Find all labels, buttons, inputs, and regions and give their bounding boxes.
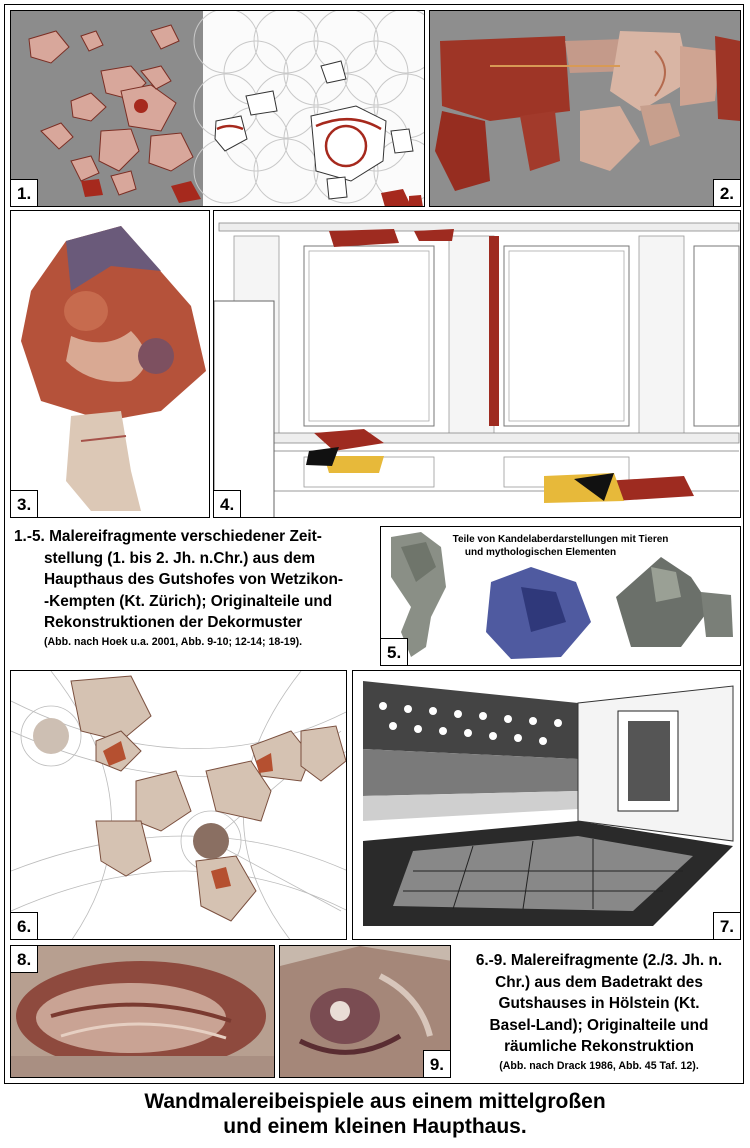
caption-line: Basel-Land); Originalteile und bbox=[489, 1016, 709, 1034]
panel-number: 3. bbox=[10, 490, 38, 518]
panel-number: 7. bbox=[713, 912, 741, 940]
panel-number: 9. bbox=[423, 1050, 451, 1078]
caption-source: (Abb. nach Hoek u.a. 2001, Abb. 9-10; 12-14; 18-19). bbox=[44, 635, 303, 648]
fragment-photos bbox=[381, 527, 741, 666]
page-title bbox=[0, 1089, 750, 1139]
panel-number: 6. bbox=[10, 912, 38, 940]
panel-5-title-line: Teile von Kandelaberdarstellungen mit Tieren bbox=[452, 534, 669, 545]
caption-line: räumliche Rekonstruktion bbox=[504, 1038, 694, 1055]
panel-5 bbox=[380, 526, 741, 666]
ceiling-pattern-reconstruction bbox=[11, 671, 347, 940]
panel-2 bbox=[429, 10, 741, 207]
panel-1 bbox=[10, 10, 425, 207]
caption-line: Chr.) aus dem Badetrakt des bbox=[495, 973, 703, 991]
panel-4 bbox=[213, 210, 741, 518]
panel-number: 8. bbox=[10, 945, 38, 973]
panel-5-title-line: und mythologischen Elementen bbox=[464, 547, 617, 558]
caption-line: stellung (1. bis 2. Jh. n.Chr.) aus dem bbox=[44, 549, 316, 567]
room-reconstruction-drawing bbox=[353, 671, 741, 940]
fragment-photo bbox=[430, 11, 741, 207]
panel-number: 5. bbox=[380, 638, 408, 666]
panel-7 bbox=[352, 670, 741, 940]
caption-source: (Abb. nach Drack 1986, Abb. 45 Taf. 12). bbox=[499, 1059, 699, 1072]
title-line: Wandmalereibeispiele aus einem mittelgroßen bbox=[144, 1090, 606, 1113]
wall-decoration-reconstruction-drawing bbox=[214, 211, 741, 518]
panel-number: 1. bbox=[10, 179, 38, 207]
caption-line: Gutshauses in Hölstein (Kt. bbox=[498, 995, 700, 1012]
caption-line: Haupthaus des Gutshofes von Wetzikon- bbox=[44, 571, 344, 588]
fragment-photo-and-pattern-drawing bbox=[11, 11, 425, 207]
caption-hoelstein bbox=[454, 950, 744, 1074]
fragment-photo bbox=[11, 946, 275, 1078]
caption-line: 1.-5. Malereifragmente verschiedener Zeit- bbox=[14, 528, 322, 545]
panel-number: 4. bbox=[213, 490, 241, 518]
panel-3 bbox=[10, 210, 210, 518]
caption-line: Rekonstruktionen der Dekormuster bbox=[44, 614, 303, 631]
panel-number: 2. bbox=[713, 179, 741, 207]
panel-6 bbox=[10, 670, 347, 940]
fragment-photo bbox=[11, 211, 210, 518]
caption-line: -Kempten (Kt. Zürich); Originalteile und bbox=[44, 592, 333, 610]
panel-9 bbox=[279, 945, 451, 1078]
caption-wetzikon bbox=[14, 526, 379, 650]
panel-8 bbox=[10, 945, 275, 1078]
caption-line: 6.-9. Malereifragmente (2./3. Jh. n. bbox=[475, 952, 723, 969]
title-line: und einem kleinen Haupthaus. bbox=[223, 1115, 527, 1138]
